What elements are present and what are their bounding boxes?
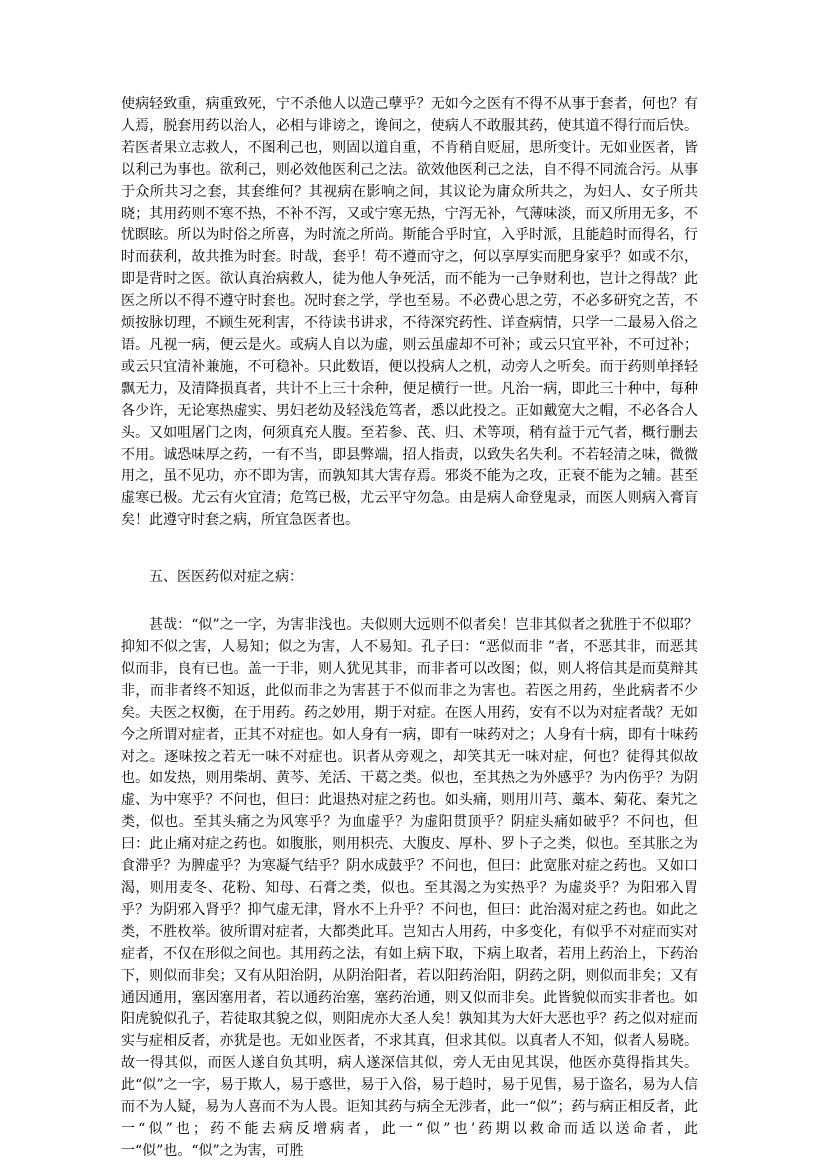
body-paragraph-1: 使病轻致重，病重致死，宁不杀他人以造己孽乎？无如今之医有不得不从事于套者，何也？有人焉，脱套用药以治人，必相与诽谤之，谗间之，使病人不敢服其药，使其道不得行而后快。若医者果立志救人，不图利己也，则固以道自重，不肯稍自贬屈，思所变计。无如业医者，皆以利己为事也。欲利己，则必效他医利己之法。欲效他医利己之法，自不得不同流合污。从事于众所共习之套，其套维何？其视病在影响之间，其议论为庸众所共之，为妇人、女子所共晓；其用药则不寒不热，不补不泻，又或宁寒无热，宁泻无补，气薄味淡，而又所用无多，不忧瞑眩。所以为时俗之所喜，为时流之所尚。斯能合乎时宜，入乎时派，且能趋时而得名，行时而获利，故共推为时套。时哉，套乎！苟不遵而守之，何以享厚实而肥身家乎？如或不尔，即是背时之医。欲认真治病救人，徒为他人争死活，而不能为一己争财利也，岂计之得哉？此医之所以不得不遵守时套也。况时套之学，学也至易。不必费心思之劳，不必多研究之苦，不烦按脉切理，不顾生死利害，不待读书讲求，不待深究药性、详查病情，只学一二最易入俗之语。凡视一病，便云是火。或病人自以为虚，则云虽虚却不可补；或云只宜平补，不可过补；或云只宜清补兼施，不可稳补。只此数语，便以投病人之机，动旁人之听矣。而于药则单择轻飘无力，及清降损真者，共计不上三十余种，便足横行一世。凡治一病，即此三十种中，每种各少许，无论寒热虚实、男妇老幼及轻浅危笃者，悉以此投之。正如戴宽大之帽，不必各合人头。又如咀屠门之肉，何须真充人腹。至若参、芪、归、术等项，稍有益于元气者，概行删去不用。诚恐味厚之药，一有不当，即县弊端，招人指责，以致失名失利。不若轻清之味，微微用之，虽不见功，亦不即为害，而孰知其大害存焉。邪炎不能为之攻，正衰不能为之辅。甚至虚寒已极。尤云有火宜清；危笃已极，尤云平守勿急。由是病人命登鬼录，而医人则病入膏肓矣！此遵守时套之病，所宜急医者也。 bbox=[121, 96, 698, 529]
section-heading: 五、医医药似对症之病： bbox=[149, 569, 303, 586]
body-paragraph-2: 甚哉：“似”之一字，为害非浅也。夫似则大远则不似者矣！岂非其似者之犹胜于不似耶？抑知不似之害，人易知；似之为害，人不易知。孔子曰：“恶似而非 ”者，不恶其非，而恶其似而非，良有已也。盖一于非，则人犹见其非，而非者可以改图；似，则人将信其是而莫辩其非，而非者终不知返，此似而非之为害甚于不似而非之为害也。若医之用药，坐此病者不少矣。夫医之权衡，在于用药。药之妙用，期于对症。在医人用药，安有不以为对症者哉？无如今之所谓对症者，正其不对症也。如人身有一病，即有一味药对之；人身有十病，即有十味药对之。逐味按之若无一味不对症也。识者从旁观之，却笑其无一味对症，何也？徒得其似故也。如发热，则用柴胡、黄芩、羌活、干葛之类。似也，至其热之为外感乎？为内伤乎？为阴虚、为中寒乎？不问也，但曰：此退热对症之药也。如头痛，则用川芎、藁本、菊花、秦艽之类，似也。至其头痛之为风寒乎？为血虚乎？为虚阳贯顶乎？阴症头痛如破乎？不问也，但曰：此止痛对症之药也。如腹胀，则用枳壳、大腹皮、厚朴、罗卜子之类，似也。至其胀之为食滞乎？为脾虚乎？为寒凝气结乎？阴水成鼓乎？不问也，但曰：此宽胀对症之药也。又如口渴，则用麦冬、花粉、知母、石膏之类，似也。至其渴之为实热乎？为虚炎乎？为阳邪入胃乎？为阴邪入肾乎？抑气虚无津，肾水不上升乎？不问也，但曰：此治渴对症之药也。如此之类，不胜枚举。彼所谓对症者，大都类此耳。岂知古人用药，中多变化，有似乎不对症而实对症者，不仅在形似之间也。其用药之法，有如上病下取，下病上取者，若用上药治上，下药治下，则似而非矣；又有从阳治阴，从阴治阳者，若以阳药治阳，阴药之阴，则似而非矣；又有通因通用，塞因塞用者，若以通药治塞，塞药治通，则又似而非矣。此皆貌似而实非者也。如阳虎貌似孔子，若徒取其貌之似，则阳虎亦大圣人矣！孰知其为大奸大恶也乎？药之似对症而实与症相反者，亦犹是也。无如业医者，不求其真，但求其似。以真者人不知，似者人易晓。故一得其似，而医人遂自负其明，病人遂深信其似，旁人无由见其误，他医亦莫得指其失。此“似”之一字，易于欺人，易于惑世，易于入俗，易于趋时，易于见售，易于盗名，易为人信而不为人疑，易为人喜而不为人畏。讵知其药与病全无涉者，此一“似”；药与病正相反者，此一“似”也；药不能去病反增病者，此一“似”也’药期以救命而适以送命者，此一“似”也。“似”之为害，可胜 bbox=[121, 617, 698, 1159]
